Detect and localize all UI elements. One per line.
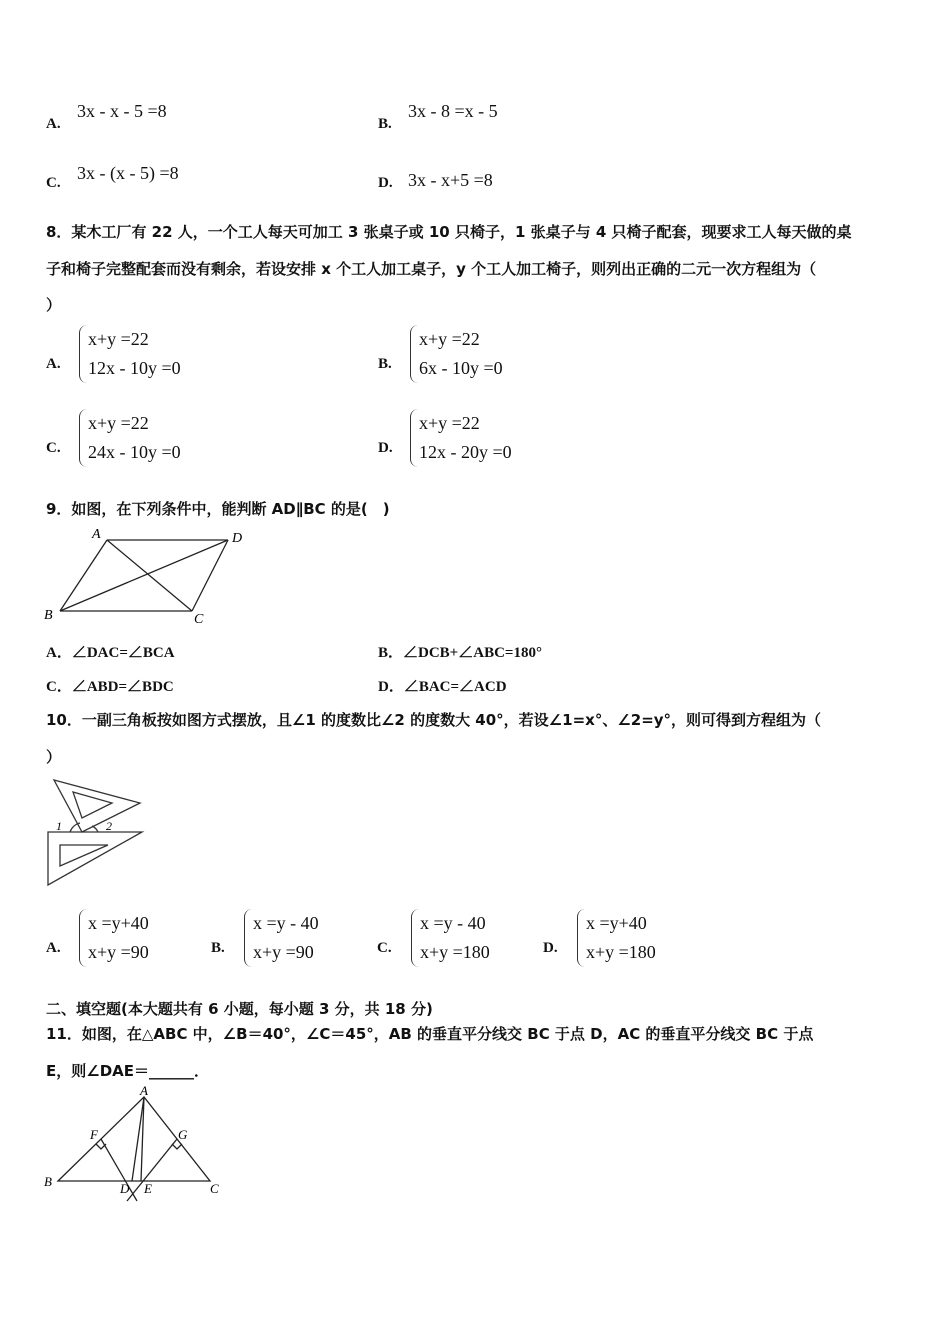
q11-stem-line1: 11．如图，在△ABC 中，∠B＝40°，∠C＝45°，AB 的垂直平分线交 BC 于点 D，AC 的垂直平分线交 BC 于点	[46, 1025, 814, 1043]
q9-label-d: D	[232, 531, 243, 546]
q9-label-b: B	[44, 608, 53, 623]
q11-label-g: G	[178, 1127, 188, 1142]
q9-option-b-text: ∠DCB+∠ABC=180°	[403, 645, 542, 661]
q7-option-c-expr: 3x - (x - 5) =8	[77, 163, 179, 183]
q9-option-d	[378, 675, 507, 696]
q8-option-b-label: B.	[378, 356, 392, 372]
section-2-title: 二、填空题(本大题共有 6 小题，每小题 3 分，共 18 分)	[46, 1000, 433, 1018]
q10-option-d-eq2: x+y =180	[586, 942, 656, 962]
q9-option-b-label: B．	[378, 645, 404, 661]
q8-option-a-eq1: x+y =22	[88, 329, 149, 349]
q10-stem-line2: ）	[46, 748, 62, 766]
q11-label-f: F	[90, 1127, 98, 1142]
q7-option-d-expr: 3x - x+5 =8	[408, 170, 493, 190]
q8-option-a-label: A.	[46, 356, 61, 372]
q10-angle-1-label: 1	[56, 819, 62, 833]
q9-option-d-label: D．	[378, 679, 404, 695]
q9-segment-cd	[192, 540, 228, 611]
q11-perpendicular-bisector-ab	[101, 1139, 137, 1201]
q10-angle-2-label: 2	[106, 819, 112, 833]
q8-option-b-eq2: 6x - 10y =0	[419, 358, 503, 378]
q8-option-d-label: D.	[378, 440, 393, 456]
q10-option-c-label: C.	[377, 940, 392, 956]
q10-upper-triangle	[54, 780, 140, 832]
q11-right-angle-f	[96, 1144, 106, 1149]
q10-option-c-eq1: x =y - 40	[420, 913, 486, 933]
q7-option-d-label: D.	[378, 175, 393, 191]
q9-option-c	[46, 675, 174, 696]
q8-stem-line3: ）	[46, 296, 62, 314]
q10-lower-triangle	[48, 832, 142, 885]
q7-option-b-expr: 3x - 8 =x - 5	[408, 101, 498, 121]
q10-option-a-eq2: x+y =90	[88, 942, 149, 962]
q8-option-d-system	[410, 409, 512, 467]
q11-label-a: A	[140, 1085, 148, 1098]
q8-option-b-system	[410, 325, 503, 383]
q8-option-a-eq2: 12x - 10y =0	[88, 358, 181, 378]
q8-option-a-system	[79, 325, 181, 383]
q11-perpendicular-bisector-ac	[127, 1139, 177, 1201]
q9-option-b	[378, 641, 542, 662]
q10-option-d-eq1: x =y+40	[586, 913, 647, 933]
q9-option-a-label: A．	[46, 645, 72, 661]
q8-stem-line1: 8．某木工厂有 22 人，一个工人每天可加工 3 张桌子或 10 只椅子，1 张桌子与 4 只椅子配套，现要求工人每天做的桌	[46, 223, 852, 241]
q11-right-angle-g	[172, 1144, 182, 1149]
q11-stem-line2: E，则∠DAE＝______．	[46, 1062, 210, 1080]
q10-option-a-label: A.	[46, 940, 61, 956]
q8-option-d-eq2: 12x - 20y =0	[419, 442, 512, 462]
q11-label-d: D	[120, 1181, 130, 1196]
q10-option-a-eq1: x =y+40	[88, 913, 149, 933]
q10-option-c-system	[411, 909, 490, 967]
q10-option-d-system	[577, 909, 656, 967]
q10-angle-2-arc	[92, 826, 98, 832]
q10-stem-line1: 10．一副三角板按如图方式摆放，且∠1 的度数比∠2 的度数大 40°，若设∠1=x°、∠2=y°，则可得到方程组为（	[46, 711, 822, 729]
q10-option-b-eq2: x+y =90	[253, 942, 314, 962]
q8-option-d-eq1: x+y =22	[419, 413, 480, 433]
q8-option-c-eq1: x+y =22	[88, 413, 149, 433]
q10-option-b-system	[244, 909, 319, 967]
q9-option-c-label: C．	[46, 679, 72, 695]
q7-option-a-expr: 3x - x - 5 =8	[77, 101, 167, 121]
q7-option-b-label: B.	[378, 116, 392, 132]
q7-option-c-label: C.	[46, 175, 61, 191]
q8-option-c-eq2: 24x - 10y =0	[88, 442, 181, 462]
q8-option-c-label: C.	[46, 440, 61, 456]
q11-label-c: C	[210, 1181, 219, 1196]
q7-option-a-label: A.	[46, 116, 61, 132]
q9-segment-ab	[60, 540, 107, 611]
q10-upper-triangle-inner	[73, 792, 112, 818]
q9-diagonal-ac	[107, 540, 192, 611]
q9-parallelogram-figure	[40, 525, 255, 630]
q11-triangle-figure	[40, 1085, 230, 1210]
q11-label-e: E	[144, 1181, 152, 1196]
q10-triangle-boards-figure	[40, 770, 150, 890]
q9-diagonal-bd	[60, 540, 228, 611]
q8-stem-line2: 子和椅子完整配套而没有剩余，若设安排 x 个工人加工桌子，y 个工人加工椅子，则列出正确的二元一次方程组为（	[46, 260, 817, 278]
q8-option-c-system	[79, 409, 181, 467]
q10-option-b-label: B.	[211, 940, 225, 956]
q10-option-a-system	[79, 909, 149, 967]
q9-option-a-text: ∠DAC=∠BCA	[71, 645, 175, 661]
q10-option-b-eq1: x =y - 40	[253, 913, 319, 933]
q10-option-c-eq2: x+y =180	[420, 942, 490, 962]
q11-label-b: B	[44, 1174, 52, 1189]
q9-label-c: C	[194, 612, 204, 627]
q9-option-d-text: ∠BAC=∠ACD	[403, 679, 507, 695]
q10-option-d-label: D.	[543, 940, 558, 956]
q9-option-a	[46, 641, 175, 662]
q9-stem: 9．如图，在下列条件中，能判断 AD∥BC 的是( )	[46, 500, 390, 518]
q8-option-b-eq1: x+y =22	[419, 329, 480, 349]
q9-option-c-text: ∠ABD=∠BDC	[71, 679, 174, 695]
q9-label-a: A	[92, 527, 101, 542]
